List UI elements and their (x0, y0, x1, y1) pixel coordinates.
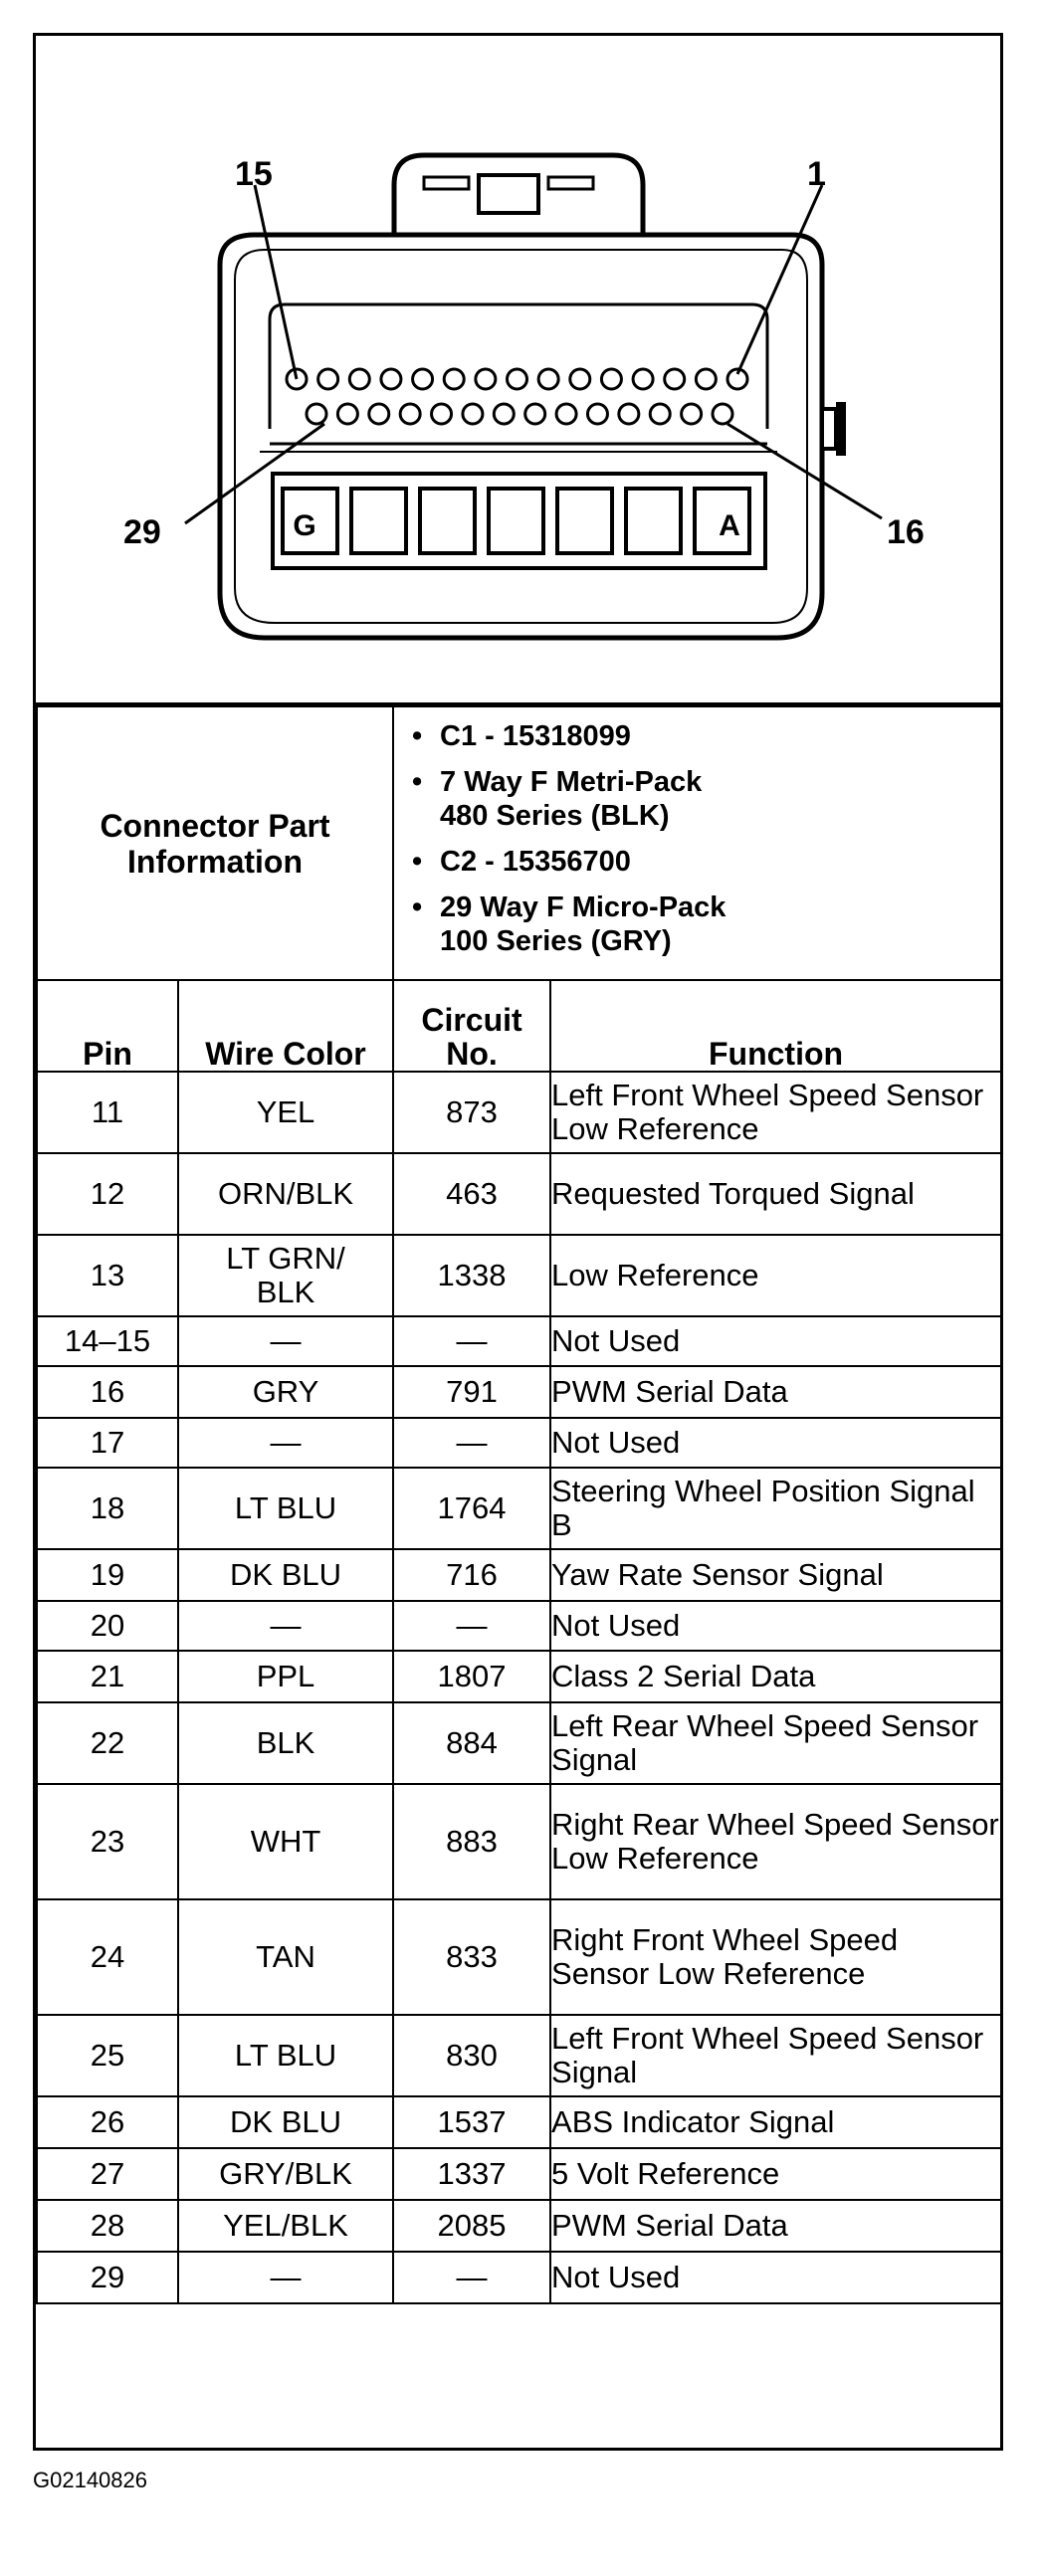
connector-diagram-panel (36, 36, 1000, 705)
pin-cell: 12 (37, 1153, 178, 1235)
pin-cavity (337, 404, 357, 424)
circuit-cell: 833 (393, 1899, 550, 2015)
pin-cavity (476, 369, 496, 389)
leader-15 (255, 185, 297, 379)
pin-cell: 13 (37, 1235, 178, 1316)
pin-cavity (633, 369, 653, 389)
pin-cavity (713, 404, 732, 424)
pin-label-29: 29 (123, 513, 161, 551)
pin-cell: 22 (37, 1702, 178, 1784)
table-row (37, 2096, 1001, 2148)
function-cell: PWM Serial Data (550, 1366, 1001, 1418)
latch-tab-left (424, 177, 469, 189)
pin-cell: 28 (37, 2200, 178, 2252)
circuit-cell: 883 (393, 1784, 550, 1899)
function-cell: Not Used (550, 1418, 1001, 1468)
circuit-cell: 1764 (393, 1468, 550, 1549)
table-row (37, 1784, 1001, 1899)
pin-cavity (349, 369, 369, 389)
slot-row (283, 489, 749, 553)
connector-info-item: • 7 Way F Metri-Pack 480 Series (BLK) (408, 765, 992, 833)
table-row (37, 1153, 1001, 1235)
wire-color-cell: LT BLU (178, 2015, 393, 2096)
pin-cell: 27 (37, 2148, 178, 2200)
table-row (37, 1651, 1001, 1702)
pin-cavity (318, 369, 338, 389)
table-row (37, 1468, 1001, 1549)
function-cell: Right Front Wheel Speed Sensor Low Reference (550, 1899, 1001, 2015)
wire-color-cell: PPL (178, 1651, 393, 1702)
function-cell: Low Reference (550, 1235, 1001, 1316)
table-row (37, 2252, 1001, 2303)
circuit-cell: 1337 (393, 2148, 550, 2200)
circuit-cell: 1807 (393, 1651, 550, 1702)
terminal-slot (351, 489, 406, 553)
wire-color-cell: — (178, 1316, 393, 1366)
table-row (37, 1235, 1001, 1316)
pin-cavity (508, 369, 527, 389)
pin-cell: 26 (37, 2096, 178, 2148)
wire-color-cell: GRY (178, 1366, 393, 1418)
function-cell: Yaw Rate Sensor Signal (550, 1549, 1001, 1601)
table-row (37, 1702, 1001, 1784)
connector-info-item: • C1 - 15318099 (408, 719, 992, 753)
pin-cavity (525, 404, 545, 424)
terminal-slot (489, 489, 543, 553)
function-cell: Not Used (550, 2252, 1001, 2303)
pin-cell: 29 (37, 2252, 178, 2303)
circuit-cell: 1338 (393, 1235, 550, 1316)
function-cell: Right Rear Wheel Speed Sensor Low Reference (550, 1784, 1001, 1899)
wire-color-cell: — (178, 1418, 393, 1468)
pin-cavity (432, 404, 452, 424)
circuit-cell: 830 (393, 2015, 550, 2096)
pin-cell: 14–15 (37, 1316, 178, 1366)
pin-cell: 23 (37, 1784, 178, 1899)
connector-info-item: • 29 Way F Micro-Pack 100 Series (GRY) (408, 891, 992, 958)
circuit-cell: 873 (393, 1072, 550, 1153)
table-row (37, 1899, 1001, 2015)
side-key (822, 409, 836, 449)
table-row (37, 2015, 1001, 2096)
circuit-cell: 2085 (393, 2200, 550, 2252)
wire-color-cell: — (178, 2252, 393, 2303)
pin-cell: 19 (37, 1549, 178, 1601)
image-code: G02140826 (33, 2468, 147, 2492)
circuit-cell: 791 (393, 1366, 550, 1418)
slot-label-g: G (293, 509, 316, 542)
circuit-cell: — (393, 2252, 550, 2303)
circuit-cell: 1537 (393, 2096, 550, 2148)
pin-cavity (444, 369, 464, 389)
function-cell: 5 Volt Reference (550, 2148, 1001, 2200)
pin-cavity (463, 404, 483, 424)
table-row (37, 1601, 1001, 1651)
pin-label-1: 1 (807, 155, 826, 193)
pin-cavity (682, 404, 702, 424)
pin-cavity (665, 369, 685, 389)
pin-cavity (307, 404, 326, 424)
function-cell: Class 2 Serial Data (550, 1651, 1001, 1702)
pin-label-15: 15 (235, 155, 273, 193)
wire-color-cell: — (178, 1601, 393, 1651)
connector-part-info-label: Connector Part Information (37, 706, 393, 980)
pin-cell: 18 (37, 1468, 178, 1549)
wire-color-cell: DK BLU (178, 2096, 393, 2148)
function-cell: Not Used (550, 1316, 1001, 1366)
terminal-slot (420, 489, 475, 553)
pinout-table (36, 705, 1002, 2304)
pin-cavity (494, 404, 514, 424)
pin-cavity (587, 404, 607, 424)
circuit-cell: 463 (393, 1153, 550, 1235)
pin-cavity (619, 404, 639, 424)
function-cell: Not Used (550, 1601, 1001, 1651)
pin-cavity (369, 404, 389, 424)
wire-color-cell: LT GRN/ BLK (178, 1235, 393, 1316)
table-header-row (37, 980, 1001, 1072)
pin-cavity (400, 404, 420, 424)
latch-tab-right (548, 177, 593, 189)
pin-cavity (556, 404, 576, 424)
pin-cell: 20 (37, 1601, 178, 1651)
connector-sheet (33, 33, 1003, 2451)
slot-label-a: A (719, 509, 740, 542)
table-row (37, 1418, 1001, 1468)
side-key-cap (836, 402, 846, 456)
header-pin: Pin (37, 980, 178, 1072)
header-circuit-no: Circuit No. (393, 980, 550, 1072)
table-row (37, 1072, 1001, 1153)
pin-cavity (413, 369, 433, 389)
function-cell: Left Front Wheel Speed Sensor Signal (550, 2015, 1001, 2096)
wire-color-cell: YEL (178, 1072, 393, 1153)
leader-1 (737, 185, 822, 374)
circuit-cell: — (393, 1316, 550, 1366)
pin-cavity (570, 369, 590, 389)
connector-latch (394, 155, 643, 235)
header-wire-color: Wire Color (178, 980, 393, 1072)
function-cell: Requested Torqued Signal (550, 1153, 1001, 1235)
circuit-cell: — (393, 1418, 550, 1468)
table-row (37, 1549, 1001, 1601)
terminal-slot (557, 489, 612, 553)
table-row (37, 1316, 1001, 1366)
pin-row-top (287, 369, 747, 389)
connector-body (220, 235, 822, 638)
function-cell: ABS Indicator Signal (550, 2096, 1001, 2148)
pin-cell: 24 (37, 1899, 178, 2015)
function-cell: Left Front Wheel Speed Sensor Low Reference (550, 1072, 1001, 1153)
pin-cell: 21 (37, 1651, 178, 1702)
header-function: Function (550, 980, 1001, 1072)
pin-cavity (381, 369, 401, 389)
pin-cell: 16 (37, 1366, 178, 1418)
terminal-slot (626, 489, 681, 553)
function-cell: Steering Wheel Position Signal B (550, 1468, 1001, 1549)
circuit-cell: 716 (393, 1549, 550, 1601)
pin-cavity (696, 369, 716, 389)
circuit-cell: — (393, 1601, 550, 1651)
pin-label-16: 16 (887, 513, 925, 551)
table-row (37, 2200, 1001, 2252)
wire-color-cell: GRY/BLK (178, 2148, 393, 2200)
wire-color-cell: YEL/BLK (178, 2200, 393, 2252)
wire-color-cell: TAN (178, 1899, 393, 2015)
function-cell: Left Rear Wheel Speed Sensor Signal (550, 1702, 1001, 1784)
wire-color-cell: DK BLU (178, 1549, 393, 1601)
pin-cavity (538, 369, 558, 389)
wire-color-cell: ORN/BLK (178, 1153, 393, 1235)
pin-row-bottom (307, 404, 732, 424)
table-row (37, 1366, 1001, 1418)
wire-color-cell: LT BLU (178, 1468, 393, 1549)
pin-cell: 25 (37, 2015, 178, 2096)
table-row (37, 2148, 1001, 2200)
pin-cavity (650, 404, 670, 424)
pin-cavity-frame (270, 304, 767, 334)
latch-window (479, 175, 538, 213)
connector-info-item: • C2 - 15356700 (408, 845, 992, 879)
connector-info-row (37, 706, 1001, 980)
function-cell: PWM Serial Data (550, 2200, 1001, 2252)
pin-cavity (601, 369, 621, 389)
circuit-cell: 884 (393, 1702, 550, 1784)
wire-color-cell: BLK (178, 1702, 393, 1784)
pin-cell: 11 (37, 1072, 178, 1153)
connector-face-diagram (36, 36, 1000, 702)
wire-color-cell: WHT (178, 1784, 393, 1899)
pin-cell: 17 (37, 1418, 178, 1468)
connector-info-list (394, 707, 1000, 978)
